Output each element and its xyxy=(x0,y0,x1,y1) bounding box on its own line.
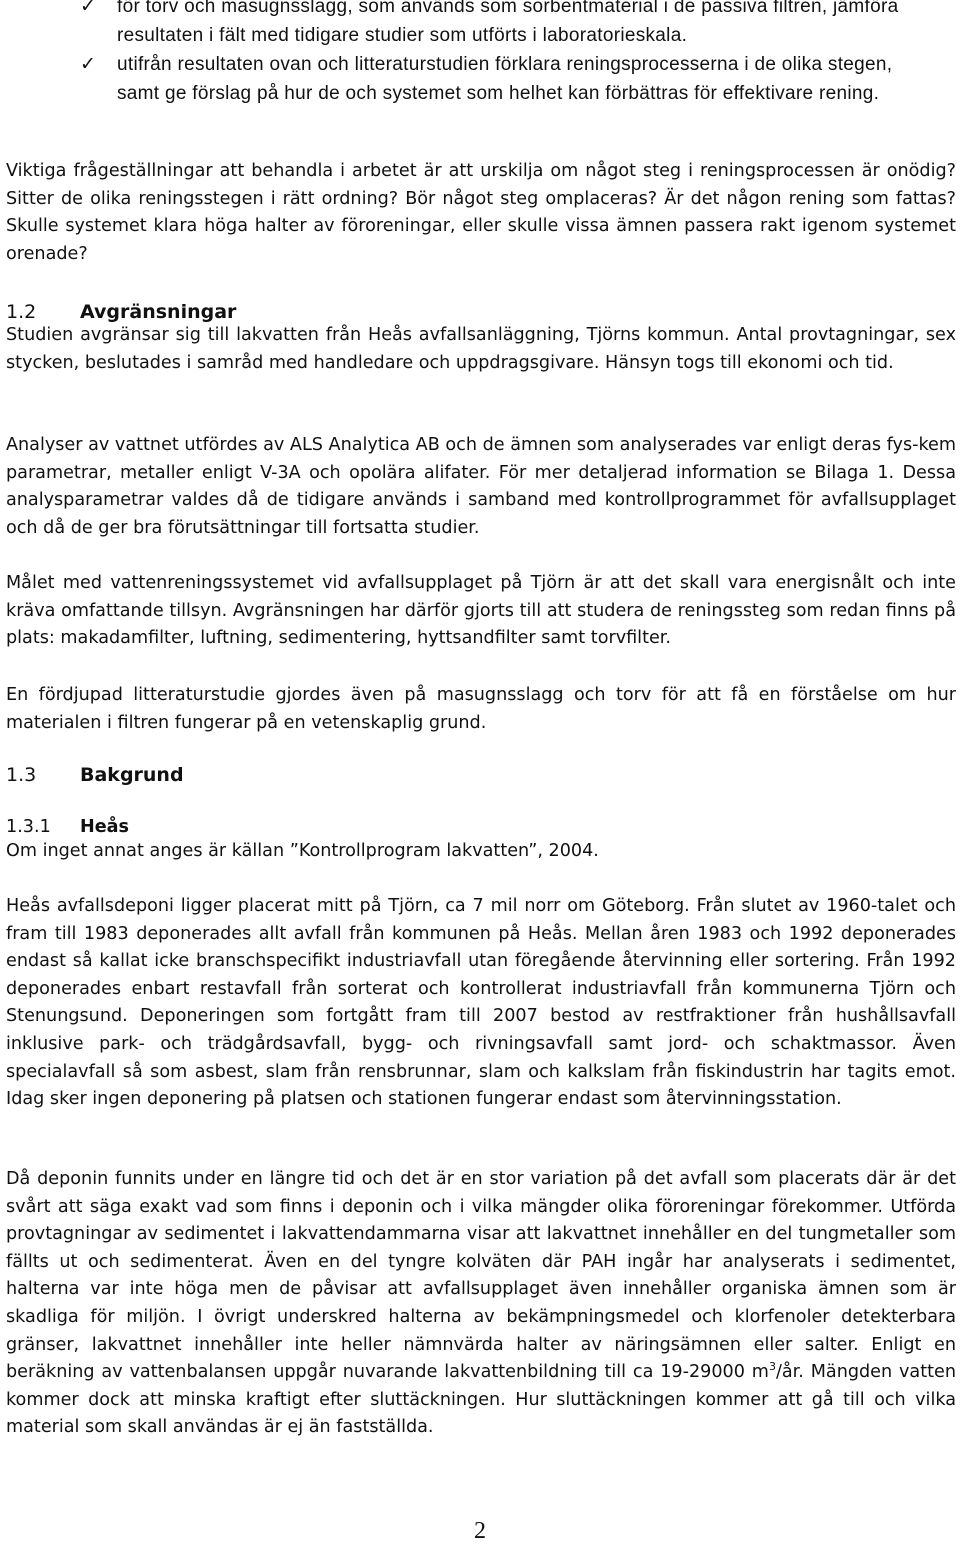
paragraph-source: Om inget annat anges är källan ”Kontrollprogram lakvatten”, 2004. xyxy=(6,841,599,861)
heading-1-2 xyxy=(6,301,236,323)
paragraph-literature: En fördjupad litteraturstudie gjordes även på masugnsslagg och torv för att få en förståelse om hur materialen i filtren fungerar på en vetenskaplig grund. xyxy=(6,685,956,733)
bullet-item-processes xyxy=(0,50,960,108)
page-number: 2 xyxy=(474,1518,486,1544)
heading-title: Heås xyxy=(80,817,130,837)
heading-number: 1.2 xyxy=(6,301,37,323)
heading-number: 1.3 xyxy=(6,764,37,786)
bullet-text: för torv och masugnsslagg, som används som sorbentmaterial i de passiva filtren, jämföra resultaten i fält med tidigare studier som utförts i laboratorieskala. xyxy=(117,0,899,46)
heading-number: 1.3.1 xyxy=(6,817,51,837)
check-icon: ✓ xyxy=(80,0,97,17)
heading-1-3 xyxy=(6,764,184,786)
paragraph-content xyxy=(6,1166,956,1442)
paragraph-content-text-end: /år. Mängden vatten kommer dock att minska kraftigt efter sluttäckningen. Hur sluttäckningen kommer att gå till och vilka material som skall användas är ej än fastställda. xyxy=(6,1362,956,1438)
bullet-item-sorbent xyxy=(0,0,960,50)
superscript: 3 xyxy=(768,1360,776,1374)
paragraph-questions: Viktiga frågeställningar att behandla i arbetet är att urskilja om något steg i reningsprocessen är onödig? Sitter de olika reningsstegen i rätt ordning? Bör något steg omplaceras? Är det någon rening som fattas? Skulle systemet klara höga halter av föroreningar, eller skulle vissa ämnen passera rakt igenom systemet orenade? xyxy=(6,161,956,264)
paragraph-history: Heås avfallsdeponi ligger placerat mitt på Tjörn, ca 7 mil norr om Göteborg. Från slutet av 1960-talet och fram till 1983 deponerades allt avfall från kommunen på Heås. Mellan åren 1983 och 1992 deponerades endast så kallat icke branschspecifikt industriavfall utan föregående återvinning eller sortering. Från 1992 deponerades enbart restavfall från sorterat och kontrollerat industriavfall från kommunerna Tjörn och Stenungsund. Deponeringen som fortgått fram till 2007 bestod av restfraktioner från hushållsavfall inklusive park- och trädgårdsavfall, bygg- och rivningsavfall samt jord- och schaktmassor. Även specialavfall så som asbest, slam från rensbrunnar, slam och kalkslam från fiskindustrin har tagits emot. Idag sker ingen deponering på platsen och stationen fungerar endast som återvinningsstation. xyxy=(6,896,956,1110)
heading-title: Bakgrund xyxy=(80,764,184,786)
paragraph-content-text: Då deponin funnits under en längre tid och det är en stor variation på det avfall som placerats där är det svårt att säga exakt vad som finns i deponin och i vilka mängder olika föroreningar förekommer. Utförda provtagningar av sedimentet i lakvattendammarna visar att lakvattnet innehåller en del tungmetaller som fällts ut och sedimenterat. Även en del tyngre kolväten där PAH ingår har analyserats i sedimentet, halterna var inte höga men de påvisar att avfallsupplaget även innehåller organiska ämnen som är skadliga för miljön. I övrigt underskred halterna av bekämpningsmedel och klorfenoler detekterbara gränser, lakvattnet innehåller inte heller nämnvärda halter av näringsämnen eller salter. Enligt en beräkning av vattenbalansen uppgår nuvarande lakvattenbildning till ca 19-29000 m xyxy=(6,1169,956,1383)
heading-title: Avgränsningar xyxy=(80,301,237,323)
check-icon: ✓ xyxy=(80,53,97,75)
paragraph-analyses: Analyser av vattnet utfördes av ALS Analytica AB och de ämnen som analyserades var enligt deras fys-kem parametrar, metaller enligt V-3A och opolära alifater. För mer detaljerad information se Bilaga 1. Dessa analysparametrar valdes då de tidigare används i samband med kontrollprogrammet för avfallsupplaget och då de ger bra förutsättningar till fortsatta studier. xyxy=(6,435,956,538)
heading-1-3-1 xyxy=(6,817,129,837)
paragraph-goal: Målet med vattenreningssystemet vid avfallsupplaget på Tjörn är att det skall vara energisnålt och inte kräva omfattande tillsyn. Avgränsningen har därför gjorts till att studera de reningssteg som redan finns på plats: makadamfilter, luftning, sedimentering, hyttsandfilter samt torvfilter. xyxy=(6,573,956,649)
bullet-text: utifrån resultaten ovan och litteraturstudien förklara reningsprocesserna i de olika stegen, samt ge förslag på hur de och systemet som helhet kan förbättras för effektivare rening. xyxy=(117,54,893,104)
paragraph-scope: Studien avgränsar sig till lakvatten från Heås avfallsanläggning, Tjörns kommun. Antal provtagningar, sex stycken, beslutades i samråd med handledare och uppdragsgivare. Hänsyn togs till ekonomi och tid. xyxy=(6,325,956,373)
